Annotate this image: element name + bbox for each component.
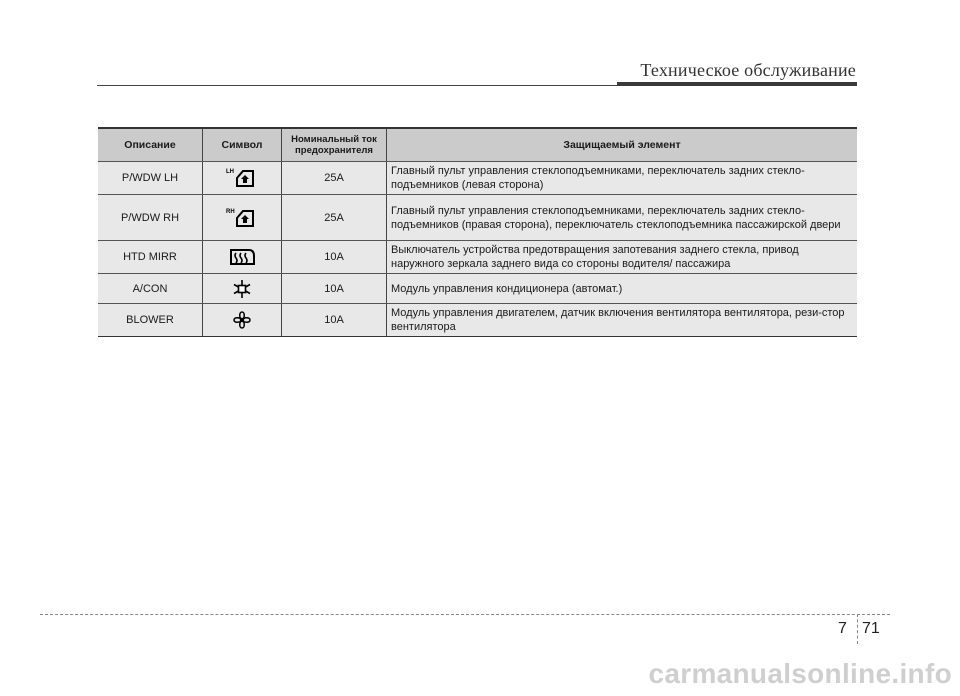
table-row bbox=[98, 195, 857, 241]
column-header-symbol: Символ bbox=[203, 128, 282, 162]
table-header-row bbox=[98, 128, 857, 162]
heated-mirror-icon bbox=[227, 247, 257, 267]
row-current: 10A bbox=[282, 274, 387, 304]
window-rh-icon bbox=[225, 206, 259, 230]
window-lh-icon bbox=[225, 166, 259, 190]
row-description: P/WDW RH bbox=[98, 195, 203, 241]
row-symbol bbox=[203, 241, 282, 274]
row-symbol bbox=[203, 304, 282, 337]
column-header-description: Описание bbox=[98, 128, 203, 162]
svg-text:LH: LH bbox=[226, 169, 234, 175]
column-header-element: Защищаемый элемент bbox=[387, 128, 858, 162]
row-description: HTD MIRR bbox=[98, 241, 203, 274]
table-row bbox=[98, 241, 857, 274]
column-header-current-line2: предохранителя bbox=[295, 145, 373, 156]
row-element-text: Главный пульт управления стеклоподъемниками, переключатель задних стекло-подъемников (левая сторона) bbox=[391, 165, 805, 191]
row-element-text: Выключатель устройства предотвращения запотевания заднего стекла, привод наружного зеркала заднего вида со стороны водителя/ пассажира bbox=[391, 244, 799, 270]
row-description: A/CON bbox=[98, 274, 203, 304]
row-element bbox=[387, 274, 858, 304]
row-symbol bbox=[203, 162, 282, 195]
row-current: 25A bbox=[282, 162, 387, 195]
column-header-current bbox=[282, 128, 387, 162]
table-row bbox=[98, 162, 857, 195]
row-element-text: Модуль управления кондиционера (автомат.) bbox=[391, 282, 623, 295]
table-row bbox=[98, 274, 857, 304]
column-header-current-line1: Номинальный ток bbox=[291, 134, 377, 145]
ac-snowflake-icon bbox=[231, 278, 253, 300]
page-header-title: Техническое обслуживание bbox=[640, 60, 856, 80]
table-row bbox=[98, 304, 857, 337]
row-symbol bbox=[203, 274, 282, 304]
header-rule-accent bbox=[617, 82, 857, 86]
row-description: P/WDW LH bbox=[98, 162, 203, 195]
watermark: carmanualsonline.info bbox=[648, 658, 952, 689]
row-symbol bbox=[203, 195, 282, 241]
svg-text:RH: RH bbox=[226, 208, 235, 215]
row-element bbox=[387, 162, 858, 195]
row-description: BLOWER bbox=[98, 304, 203, 337]
footer-divider bbox=[40, 614, 890, 615]
blower-fan-icon bbox=[231, 309, 253, 331]
row-element-text: Модуль управления двигателем, датчик включения вентилятора вентилятора, рези-стор вентилятора bbox=[391, 307, 845, 333]
page-number: 71 bbox=[862, 620, 880, 637]
section-number: 7 bbox=[838, 620, 847, 637]
row-element-text: Главный пульт управления стеклоподъемниками, переключатель задних стекло-подъемников (правая сторона), переключатель стеклоподъемника пассажирской двери bbox=[391, 204, 841, 231]
row-element bbox=[387, 304, 858, 337]
row-current: 10A bbox=[282, 304, 387, 337]
footer-page-separator bbox=[857, 614, 858, 644]
row-element bbox=[387, 195, 858, 241]
row-element bbox=[387, 241, 858, 274]
row-current: 10A bbox=[282, 241, 387, 274]
row-current: 25A bbox=[282, 195, 387, 241]
fuse-table bbox=[98, 127, 857, 337]
